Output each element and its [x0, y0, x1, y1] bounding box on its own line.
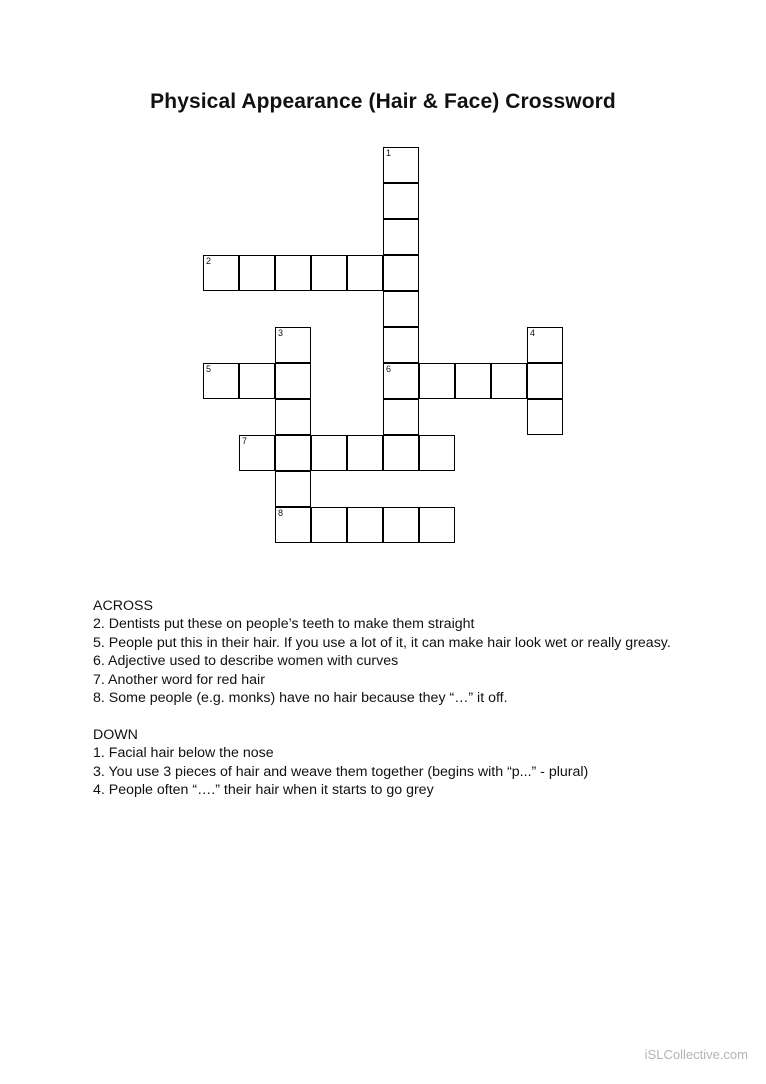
grid-cell	[239, 255, 275, 291]
grid-cell	[383, 399, 419, 435]
grid-cell	[347, 255, 383, 291]
down-heading: DOWN	[93, 726, 138, 743]
clue-number: 7	[242, 436, 248, 446]
clue-number: 5	[206, 364, 212, 374]
grid-cell	[347, 507, 383, 543]
grid-cell	[527, 327, 563, 363]
grid-cell	[383, 183, 419, 219]
grid-cell	[455, 363, 491, 399]
clue-number: 1	[386, 148, 392, 158]
across-clue-8: 8. Some people (e.g. monks) have no hair because they “…” it off.	[93, 690, 508, 707]
clue-number: 6	[386, 364, 392, 374]
grid-cell	[419, 507, 455, 543]
grid-cell	[491, 363, 527, 399]
clue-number: 4	[530, 328, 536, 338]
grid-cell	[239, 435, 275, 471]
grid-cell	[275, 327, 311, 363]
site-watermark: iSLCollective.com	[644, 1047, 748, 1062]
grid-cell	[311, 435, 347, 471]
grid-cell	[383, 147, 419, 183]
down-clue-4: 4. People often “….” their hair when it starts to go grey	[93, 782, 434, 799]
clue-number: 8	[278, 508, 284, 518]
across-clue-2: 2. Dentists put these on people’s teeth to make them straight	[93, 616, 475, 633]
clue-number: 2	[206, 256, 212, 266]
grid-cell	[347, 435, 383, 471]
across-clue-7: 7. Another word for red hair	[93, 671, 265, 688]
spacer	[93, 707, 693, 725]
grid-cell	[383, 507, 419, 543]
grid-cell	[275, 363, 311, 399]
grid-cell	[275, 255, 311, 291]
grid-cell	[419, 363, 455, 399]
clue-number: 3	[278, 328, 284, 338]
grid-cell	[383, 327, 419, 363]
grid-cell	[203, 363, 239, 399]
grid-cell	[419, 435, 455, 471]
grid-cell	[311, 507, 347, 543]
grid-cell	[383, 219, 419, 255]
grid-cell	[275, 399, 311, 435]
clue-list	[93, 597, 693, 799]
page-title: Physical Appearance (Hair & Face) Crossword	[150, 90, 616, 113]
grid-cell	[311, 255, 347, 291]
across-heading: ACROSS	[93, 598, 153, 614]
grid-cell	[527, 399, 563, 435]
down-clue-1: 1. Facial hair below the nose	[93, 745, 274, 762]
grid-cell	[275, 471, 311, 507]
grid-cell	[383, 291, 419, 327]
grid-cell	[239, 363, 275, 399]
grid-cell	[275, 435, 311, 471]
grid-cell	[275, 507, 311, 543]
across-clue-6: 6. Adjective used to describe women with curves	[93, 653, 399, 670]
grid-cell	[383, 255, 419, 291]
grid-cell	[203, 255, 239, 291]
grid-cell	[527, 363, 563, 399]
grid-cell	[383, 363, 419, 399]
grid-cell	[383, 435, 419, 471]
down-clue-3: 3. You use 3 pieces of hair and weave them together (begins with “p...” - plural)	[93, 763, 589, 780]
across-clue-5: 5. People put this in their hair. If you use a lot of it, it can make hair look wet or really greasy.	[93, 634, 671, 651]
